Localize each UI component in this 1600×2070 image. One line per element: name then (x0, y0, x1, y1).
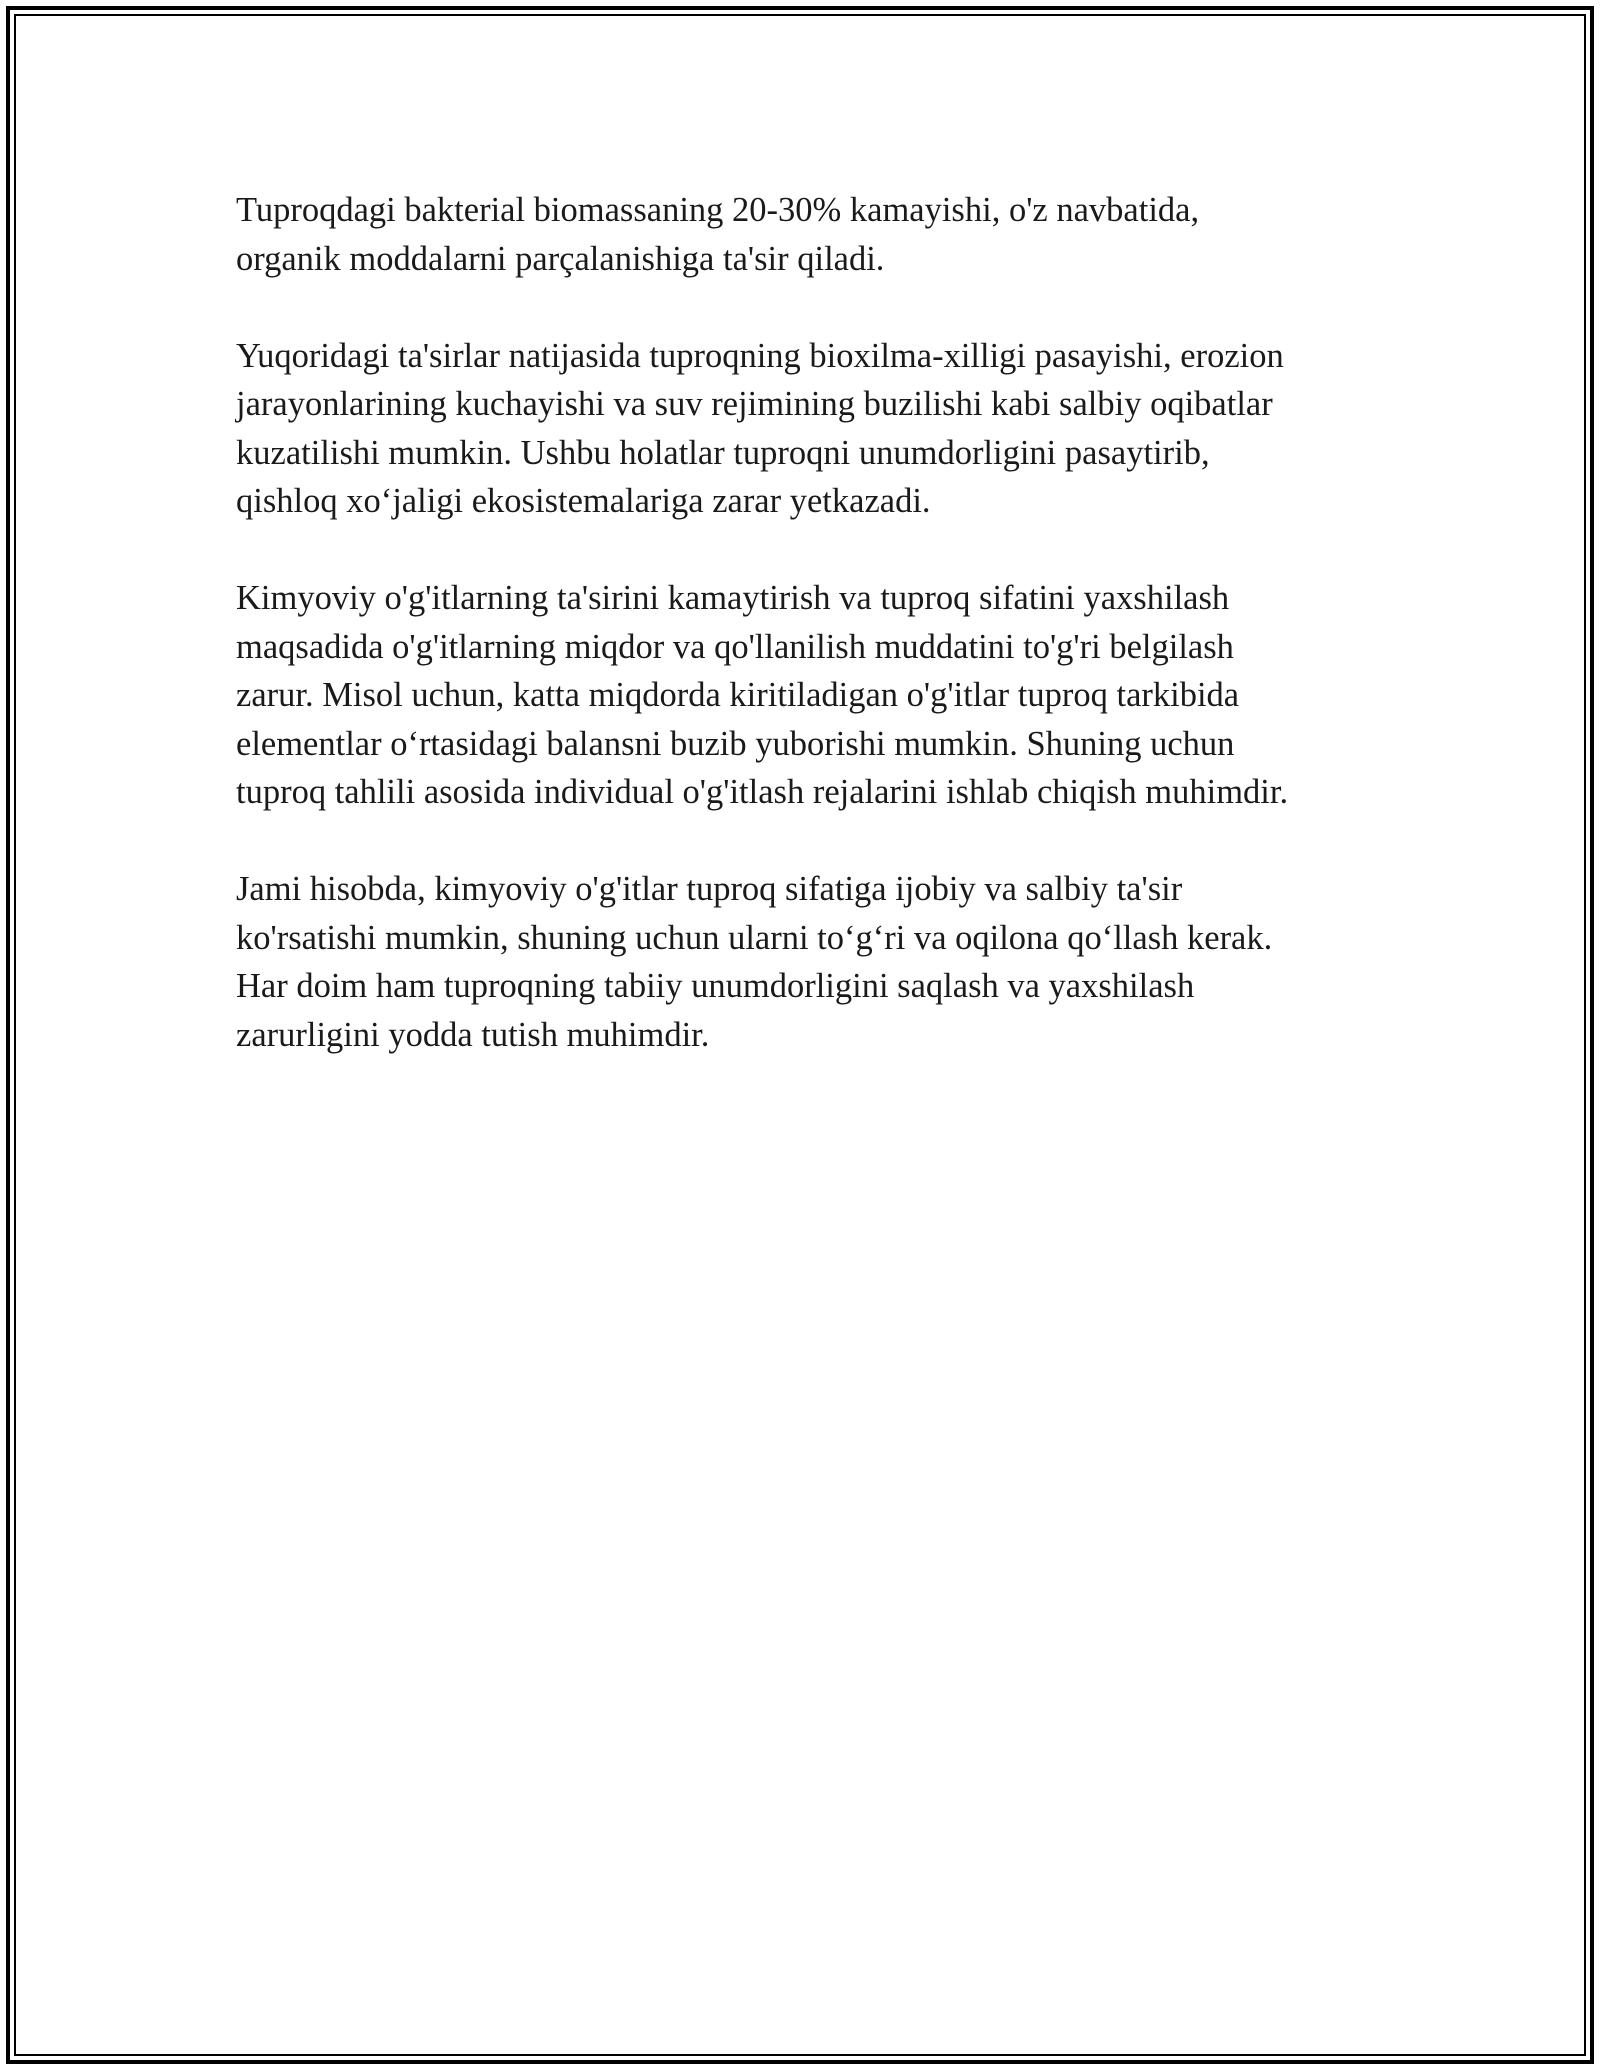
paragraph-line: Jami hisobda, kimyoviy o'g'itlar tuproq sifatiga ijobiy va salbiy ta'sir (236, 870, 1183, 908)
paragraph-3 (236, 574, 1376, 817)
paragraph-line: organik moddalarni parçalanishiga ta'sir qiladi. (236, 239, 885, 278)
paragraph-line: maqsadida o'g'itlarning miqdor va qo'llanilish muddatini to'g'ri belgilash (236, 627, 1234, 666)
paragraph-line: Kimyoviy o'g'itlarning ta'sirini kamaytirish va tuproq sifatini yaxshilash (236, 579, 1230, 617)
paragraph-4 (236, 865, 1376, 1059)
paragraph-line: zarur. Misol uchun, katta miqdorda kiritiladigan o'g'itlar tuproq tarkibida (236, 676, 1240, 714)
paragraph-line: elementlar o‘rtasidagi balansni buzib yuborishi mumkin. Shuning uchun (236, 724, 1235, 763)
paragraph-2 (236, 332, 1376, 526)
paragraph-line: Yuqoridagi ta'sirlar natijasida tuproqning bioxilma-xilligi pasayishi, erozion (236, 336, 1284, 375)
paragraph-line: zarurligini yodda tutish muhimdir. (236, 1015, 710, 1054)
paragraph-line: tuproq tahlili asosida individual o'g'itlash rejalarini ishlab chiqish muhimdir. (236, 773, 1289, 811)
paragraph-line: qishloq xo‘jaligi ekosistemalariga zarar yetkazadi. (236, 482, 931, 520)
paragraph-line: kuzatilishi mumkin. Ushbu holatlar tuproqni unumdorligini pasaytirib, (236, 433, 1210, 472)
paragraph-1 (236, 186, 1376, 283)
document-body (236, 186, 1376, 1108)
paragraph-line: jarayonlarining kuchayishi va suv rejimining buzilishi kabi salbiy oqibatlar (236, 385, 1273, 423)
paragraph-line: ko'rsatishi mumkin, shuning uchun ularni to‘g‘ri va oqilona qo‘llash kerak. (236, 918, 1273, 957)
paragraph-line: Har doim ham tuproqning tabiiy unumdorligini saqlash va yaxshilash (236, 967, 1195, 1005)
paragraph-line: Tuproqdagi bakterial biomassaning 20-30% kamayishi, o'z navbatida, (236, 191, 1200, 229)
